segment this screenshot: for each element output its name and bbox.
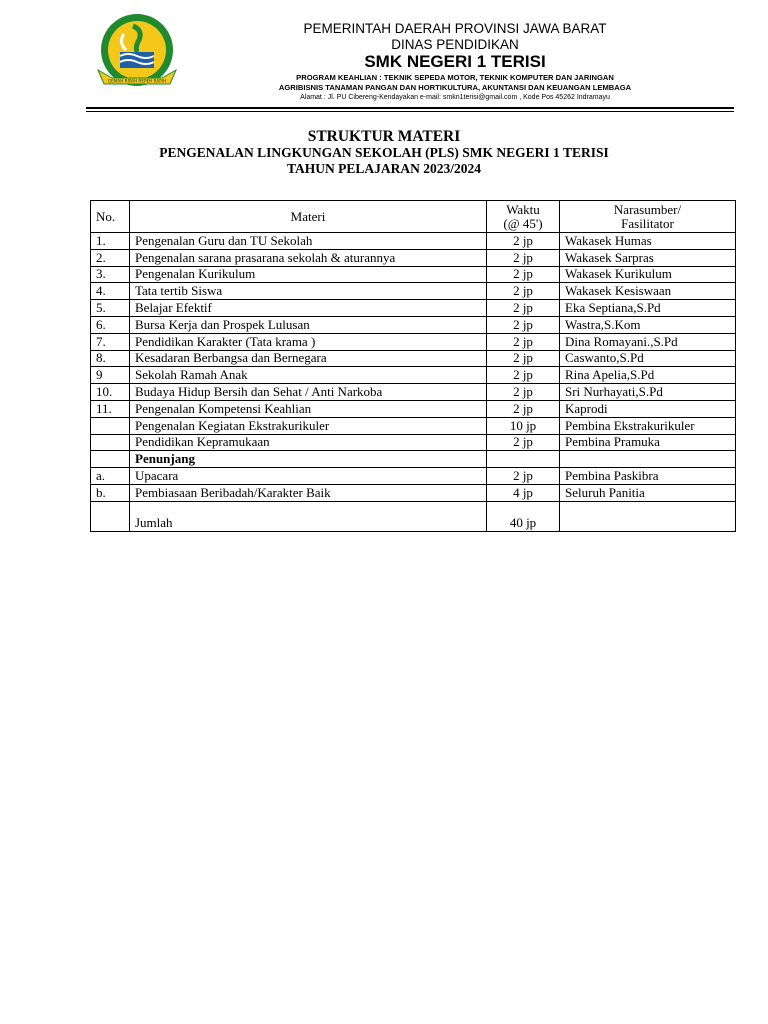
row-number: 3. <box>91 266 130 283</box>
row-number: 7. <box>91 333 130 350</box>
row-number: 8. <box>91 350 130 367</box>
total-value: 40 jp <box>487 501 560 531</box>
row-number: b. <box>91 484 130 501</box>
row-narasumber: Seluruh Panitia <box>560 484 736 501</box>
row-number: 1. <box>91 233 130 250</box>
row-waktu: 2 jp <box>487 300 560 317</box>
row-narasumber: Wakasek Kesiswaan <box>560 283 736 300</box>
row-waktu: 2 jp <box>487 233 560 250</box>
row-narasumber: Eka Septiana,S.Pd <box>560 300 736 317</box>
row-number: 11. <box>91 400 130 417</box>
row-number: 10. <box>91 384 130 401</box>
table-row <box>91 367 736 384</box>
row-materi: Pengenalan Guru dan TU Sekolah <box>130 233 487 250</box>
header-programs-2: AGRIBISNIS TANAMAN PANGAN DAN HORTIKULTURA, AKUNTANSI DAN KEUANGAN LEMBAGA <box>278 83 632 92</box>
header-school-name: SMK NEGERI 1 TERISI <box>364 52 546 71</box>
row-materi: Penunjang <box>130 451 487 468</box>
row-number <box>91 417 130 434</box>
row-materi: Tata tertib Siswa <box>130 283 487 300</box>
table-row <box>91 417 736 434</box>
row-waktu: 2 jp <box>487 350 560 367</box>
row-waktu: 2 jp <box>487 249 560 266</box>
row-narasumber <box>560 451 736 468</box>
total-empty <box>91 501 130 531</box>
table-row <box>91 434 736 451</box>
table-row <box>91 316 736 333</box>
row-narasumber: Wakasek Humas <box>560 233 736 250</box>
header-government: PEMERINTAH DAERAH PROVINSI JAWA BARAT <box>303 21 607 36</box>
document-title: STRUKTUR MATERI <box>307 128 461 145</box>
row-waktu <box>487 451 560 468</box>
table-row <box>91 468 736 485</box>
row-materi: Belajar Efektif <box>130 300 487 317</box>
row-number: 2. <box>91 249 130 266</box>
table-row <box>91 266 736 283</box>
row-narasumber: Pembina Pramuka <box>560 434 736 451</box>
table-row <box>91 384 736 401</box>
total-empty-nara <box>560 501 736 531</box>
row-materi: Budaya Hidup Bersih dan Sehat / Anti Narkoba <box>130 384 487 401</box>
row-materi: Pengenalan Kurikulum <box>130 266 487 283</box>
row-waktu: 2 jp <box>487 367 560 384</box>
header-narasumber: Narasumber/ Fasilitator <box>560 201 736 233</box>
row-number: a. <box>91 468 130 485</box>
row-materi: Pengenalan Kegiatan Ekstrakurikuler <box>130 417 487 434</box>
row-materi: Pengenalan Kompetensi Keahlian <box>130 400 487 417</box>
header-programs-1: PROGRAM KEAHLIAN : TEKNIK SEPEDA MOTOR, TEKNIK KOMPUTER DAN JARINGAN <box>296 73 614 82</box>
total-label: Jumlah <box>130 501 487 531</box>
row-narasumber: Dina Romayani.,S.Pd <box>560 333 736 350</box>
row-waktu: 2 jp <box>487 266 560 283</box>
table-header-row <box>91 201 736 233</box>
row-number <box>91 434 130 451</box>
row-waktu: 2 jp <box>487 434 560 451</box>
table-row <box>91 484 736 501</box>
row-narasumber: Wakasek Sarpras <box>560 249 736 266</box>
table-row <box>91 451 736 468</box>
row-narasumber: Pembina Paskibra <box>560 468 736 485</box>
row-waktu: 2 jp <box>487 468 560 485</box>
row-materi: Sekolah Ramah Anak <box>130 367 487 384</box>
materials-table <box>90 200 736 532</box>
row-narasumber: Caswanto,S.Pd <box>560 350 736 367</box>
header-materi: Materi <box>130 201 487 233</box>
row-narasumber: Wastra,S.Kom <box>560 316 736 333</box>
row-number: 6. <box>91 316 130 333</box>
row-narasumber: Kaprodi <box>560 400 736 417</box>
row-number: 4. <box>91 283 130 300</box>
row-materi: Bursa Kerja dan Prospek Lulusan <box>130 316 487 333</box>
document-year: TAHUN PELAJARAN 2023/2024 <box>286 161 481 176</box>
table-row <box>91 249 736 266</box>
header-department: DINAS PENDIDIKAN <box>391 37 519 52</box>
row-narasumber: Pembina Ekstrakurikuler <box>560 417 736 434</box>
header-divider-thick <box>86 107 734 109</box>
header-no: No. <box>91 201 130 233</box>
row-waktu: 10 jp <box>487 417 560 434</box>
row-waktu: 2 jp <box>487 333 560 350</box>
row-waktu: 4 jp <box>487 484 560 501</box>
row-materi: Pembiasaan Beribadah/Karakter Baik <box>130 484 487 501</box>
row-waktu: 2 jp <box>487 316 560 333</box>
row-narasumber: Sri Nurhayati,S.Pd <box>560 384 736 401</box>
table-row <box>91 233 736 250</box>
row-materi: Pendidikan Karakter (Tata krama ) <box>130 333 487 350</box>
row-number <box>91 451 130 468</box>
header-address: Alamat : Jl. PU Cibereng-Kendayakan e-mail: smkn1terisi@gmail.com , Kode Pos 45262 Indramayu <box>300 94 610 101</box>
table-row <box>91 400 736 417</box>
table-row <box>91 300 736 317</box>
document-subtitle: PENGENALAN LINGKUNGAN SEKOLAH (PLS) SMK NEGERI 1 TERISI <box>159 145 609 160</box>
row-materi: Pengenalan sarana prasarana sekolah & aturannya <box>130 249 487 266</box>
row-number: 5. <box>91 300 130 317</box>
row-number: 9 <box>91 367 130 384</box>
total-row <box>91 501 736 531</box>
school-logo <box>92 12 182 94</box>
row-materi: Upacara <box>130 468 487 485</box>
table-row <box>91 333 736 350</box>
row-waktu: 2 jp <box>487 283 560 300</box>
logo-motto: GEMAH RIPAH REPEH RAPIH <box>107 78 167 84</box>
header-divider-thin <box>86 111 734 112</box>
header-waktu: Waktu (@ 45') <box>487 201 560 233</box>
row-materi: Pendidikan Kepramukaan <box>130 434 487 451</box>
row-waktu: 2 jp <box>487 400 560 417</box>
row-materi: Kesadaran Berbangsa dan Bernegara <box>130 350 487 367</box>
row-narasumber: Wakasek Kurikulum <box>560 266 736 283</box>
table-row <box>91 350 736 367</box>
row-waktu: 2 jp <box>487 384 560 401</box>
row-narasumber: Rina Apelia,S.Pd <box>560 367 736 384</box>
table-row <box>91 283 736 300</box>
